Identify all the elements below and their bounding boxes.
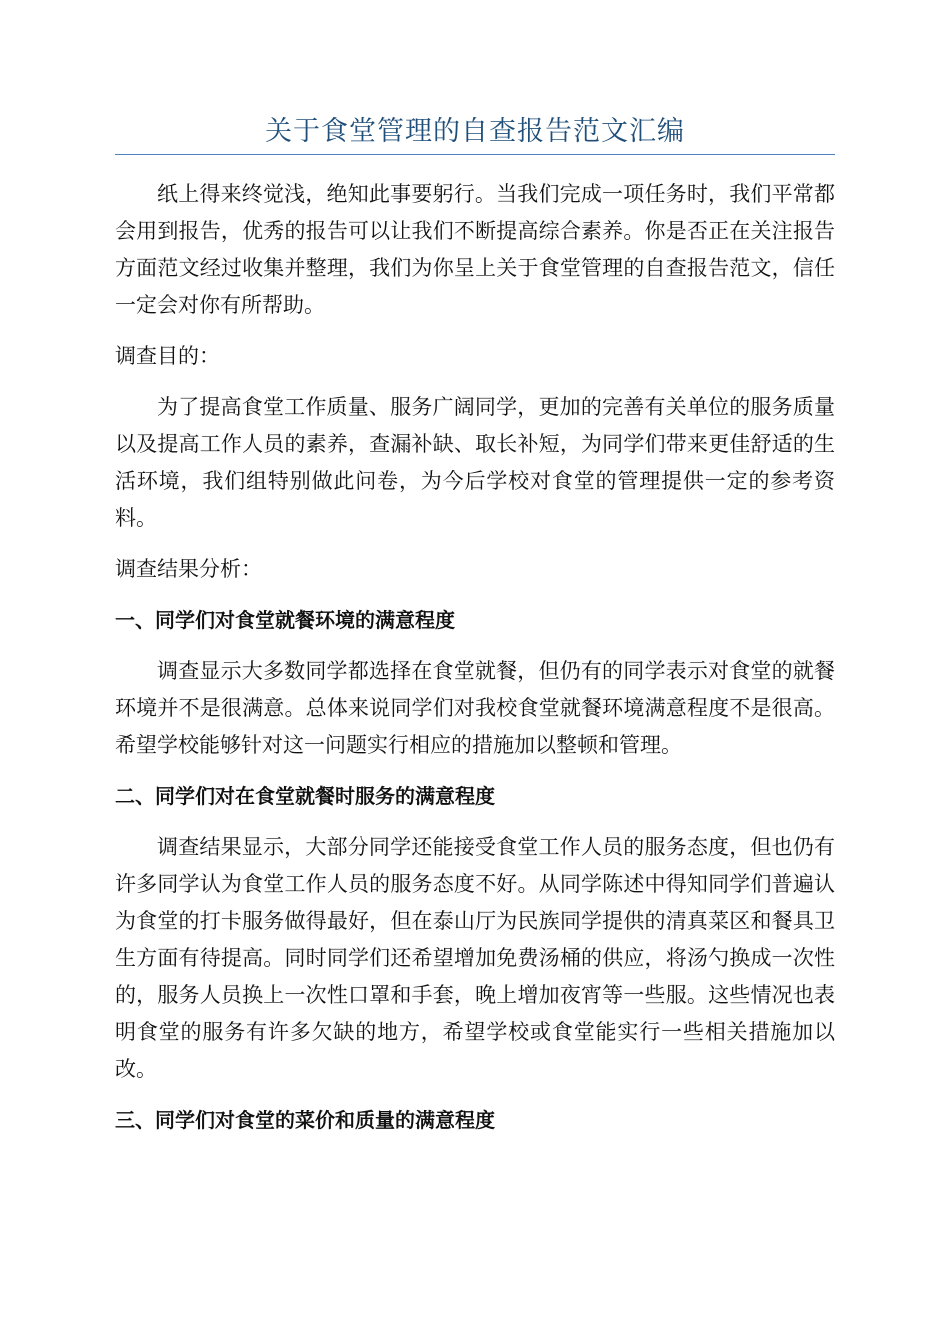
intro-paragraph: 纸上得来终觉浅，绝知此事要躬行。当我们完成一项任务时，我们平常都会用到报告，优秀的报告可以让我们不断提高综合素养。你是否正在关注报告方面范文经过收集并整理，我们为你呈上关于食堂管理的自查报告范文，信任一定会对你有所帮助。 bbox=[115, 182, 835, 317]
section-heading-3: 三、同学们对食堂的菜价和质量的满意程度 bbox=[115, 1108, 495, 1132]
section-paragraph-2: 调查结果显示，大部分同学还能接受食堂工作人员的服务态度，但也仍有许多同学认为食堂工作人员的服务态度不好。从同学陈述中得知同学们普遍认为食堂的打卡服务做得最好，但在泰山厅为民族同学提供的清真菜区和餐具卫生方面有待提高。同时同学们还希望增加免费汤桶的供应，将汤勺换成一次性的，服务人员换上一次性口罩和手套，晚上增加夜宵等一些服。这些情况也表明食堂的服务有许多欠缺的地方，希望学校或食堂能实行一些相关措施加以改。 bbox=[115, 835, 835, 1081]
title-underline bbox=[115, 154, 835, 155]
section-paragraph-1: 调查显示大多数同学都选择在食堂就餐，但仍有的同学表示对食堂的就餐环境并不是很满意。总体来说同学们对我校食堂就餐环境满意程度不是很高。希望学校能够针对这一问题实行相应的措施加以整顿和管理。 bbox=[115, 659, 835, 757]
document-title: 关于食堂管理的自查报告范文汇编 bbox=[265, 116, 685, 147]
section-heading-2: 二、同学们对在食堂就餐时服务的满意程度 bbox=[115, 784, 495, 808]
purpose-paragraph: 为了提高食堂工作质量、服务广阔同学，更加的完善有关单位的服务质量以及提高工作人员的素养，查漏补缺、取长补短，为同学们带来更佳舒适的生活环境，我们组特别做此问卷，为今后学校对食堂的管理提供一定的参考资料。 bbox=[115, 395, 835, 530]
analysis-label: 调查结果分析： bbox=[115, 557, 262, 581]
document-body bbox=[115, 176, 835, 1153]
purpose-label: 调查目的： bbox=[115, 344, 220, 368]
section-heading-1: 一、同学们对食堂就餐环境的满意程度 bbox=[115, 608, 455, 632]
